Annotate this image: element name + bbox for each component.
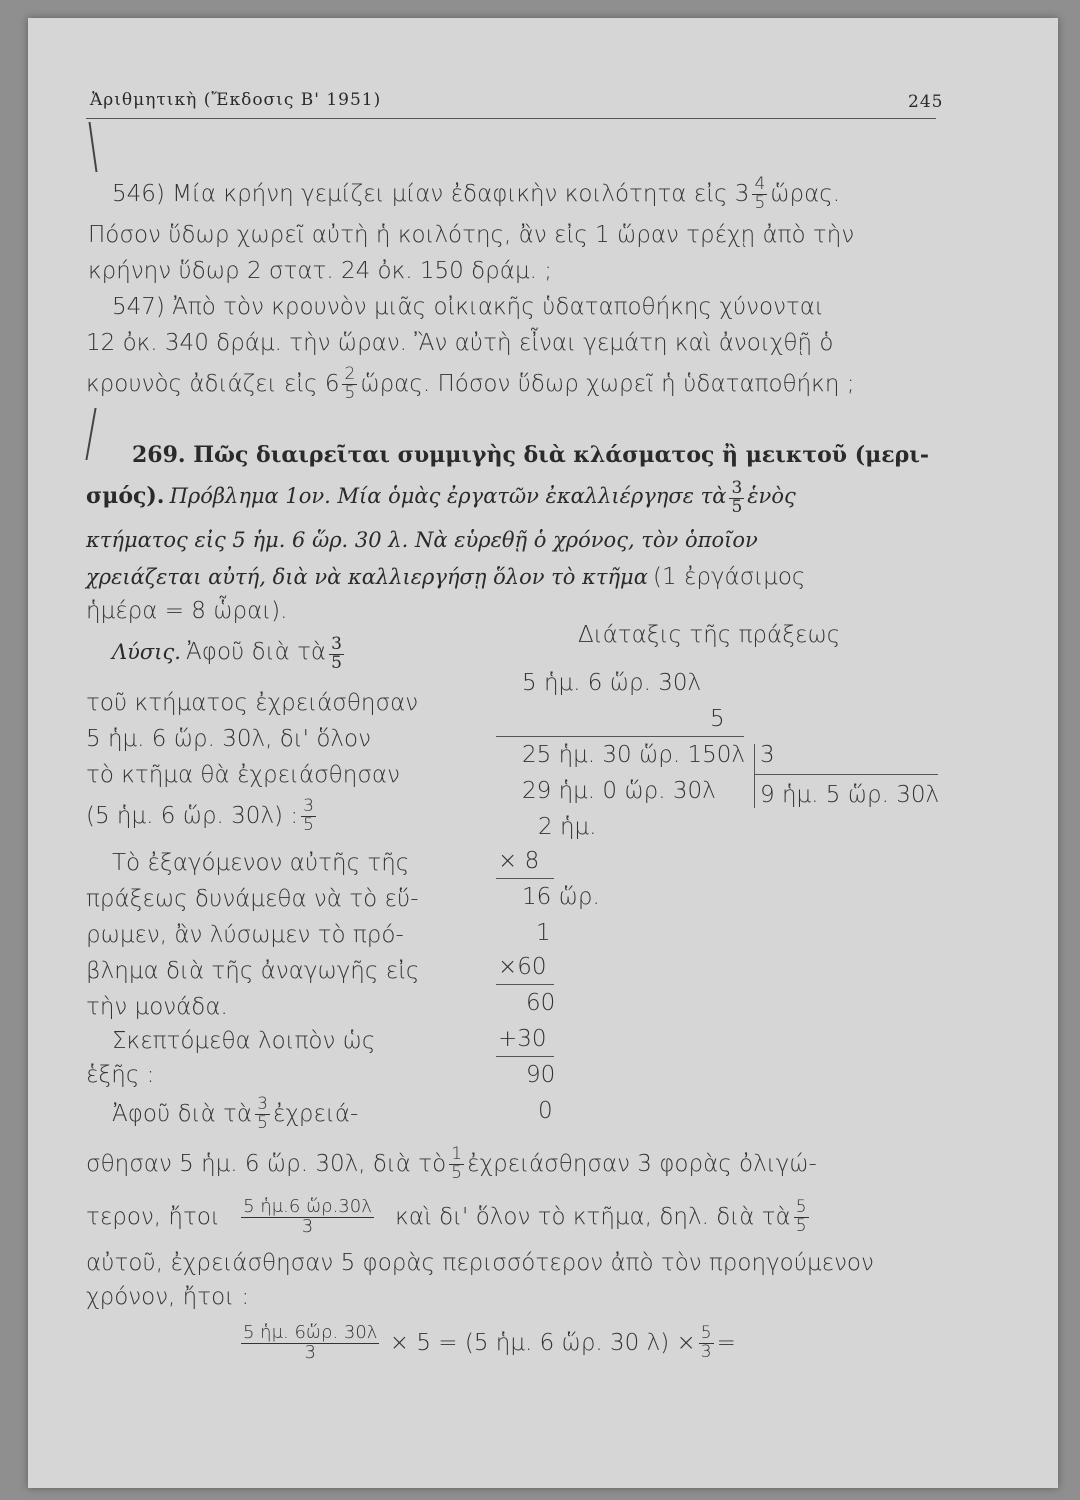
- conclusion-line: αὐτοῦ, ἐχρειάσθησαν 5 φορὰς περισσότερον ἀπὸ τὸν προηγούμενον: [86, 1250, 874, 1276]
- solution-line: (5 ἡμ. 6 ὥρ. 30λ) : $\frac{3}{5}$: [86, 796, 314, 835]
- problem-547-line: 547) Ἀπὸ τὸν κρουνὸν μιᾶς οἰκιακῆς ὑδαταποθήκης χύνονται: [112, 294, 824, 320]
- final-equation: $\frac{\text{5 ἡμ. 6ὥρ. 30λ}}{3}$ × 5 = (5 ἡμ. 6 ὥρ. 30 λ) × $\frac{5}{3}$ =: [243, 1322, 736, 1363]
- section-text-line: χρειάζεται αὐτή, διὰ νὰ καλλιεργήσῃ ὅλον τὸ κτῆμα (1 ἐργάσιμος: [86, 564, 806, 590]
- solution-line: πράξεως δυνάμεθα νὰ τὸ εὕ-: [86, 886, 419, 912]
- division-rule: [754, 774, 938, 775]
- calc-row: × 8: [498, 848, 540, 874]
- page-number: 245: [908, 92, 944, 112]
- problem-546-line: Πόσον ὕδωρ χωρεῖ αὐτὴ ἡ κοιλότης, ἂν εἰς 1 ὥραν τρέχῃ ἀπὸ τὴν: [88, 222, 855, 248]
- problem-547-line: 12 ὀκ. 340 δράμ. τὴν ὥραν. Ἂν αὐτὴ εἶναι γεμάτη καὶ ἀνοιχθῇ ὁ: [86, 330, 834, 356]
- solution-line: Λύσις. Ἀφοῦ διὰ τὰ $\frac{3}{5}$: [112, 634, 342, 673]
- problem-546-line: κρήνην ὕδωρ 2 στατ. 24 ὀκ. 150 δράμ. ;: [88, 258, 552, 284]
- calc-row: 25 ἡμ. 30 ὥρ. 150λ: [522, 742, 745, 768]
- section-text-line: σμός). Πρόβλημα 1ον. Μία ὁμὰς ἐργατῶν ἐκαλλιέργησε τὰ $\frac{3}{5}$ ἑνὸς: [86, 478, 796, 517]
- book-page: [28, 18, 1058, 1488]
- calc-row: 5: [710, 706, 725, 732]
- calc-rule: [496, 736, 744, 737]
- calc-rule: [496, 878, 554, 879]
- problem-546-line: 546) Μία κρήνη γεμίζει μίαν ἐδαφικὴν κοιλότητα εἰς 3 $\frac{4}{5}$ ὥρας.: [112, 174, 841, 213]
- conclusion-line: χρόνον, ἤτοι :: [86, 1284, 250, 1310]
- calc-row: 1: [536, 920, 551, 946]
- calc-row: 29 ἡμ. 0 ὥρ. 30λ: [522, 778, 716, 804]
- pencil-check-mark: [85, 408, 96, 460]
- calc-row: 90: [526, 1062, 556, 1088]
- solution-line: τὸ κτῆμα θὰ ἐχρειάσθησαν: [86, 762, 400, 788]
- solution-line: Ἀφοῦ διὰ τὰ $\frac{3}{5}$ ἐχρειά-: [112, 1094, 359, 1133]
- running-header-title: Ἀριθμητικὴ (Ἔκδοσις Β' 1951): [90, 90, 382, 110]
- calc-row: 16 ὥρ.: [522, 884, 600, 910]
- section-text-line: κτήματος εἰς 5 ἡμ. 6 ὥρ. 30 λ. Νὰ εὑρεθῇ ὁ χρόνος, τὸν ὁποῖον: [86, 528, 758, 552]
- solution-line: Σκεπτόμεθα λοιπὸν ὡς: [112, 1028, 376, 1054]
- header-rule: [86, 118, 936, 119]
- division-bar: [754, 744, 755, 808]
- solution-line: ἑξῆς :: [86, 1062, 155, 1088]
- solution-line: τοῦ κτήματος ἐχρειάσθησαν: [86, 690, 419, 716]
- conclusion-line: τερον, ἤτοι $\frac{\text{5 ἡμ.6 ὥρ.30λ}}{3}$ καὶ δι' ὅλον τὸ κτῆμα, δηλ. διὰ τὰ $\frac{5}{5}$: [86, 1196, 807, 1237]
- pencil-check-mark: [88, 122, 97, 172]
- calc-quotient: 9 ἡμ. 5 ὥρ. 30λ: [760, 782, 940, 808]
- solution-line: βλημα διὰ τῆς ἀναγωγῆς εἰς: [86, 958, 420, 984]
- conclusion-line: σθησαν 5 ἡμ. 6 ὥρ. 30λ, διὰ τὸ $\frac{1}{5}$ ἐχρειάσθησαν 3 φορὰς ὀλιγώ-: [86, 1144, 817, 1183]
- calc-row: 2 ἡμ.: [538, 814, 597, 840]
- calc-row: +30: [498, 1026, 547, 1052]
- calc-divisor: 3: [760, 742, 775, 768]
- calc-row: 5 ἡμ. 6 ὥρ. 30λ: [522, 670, 702, 696]
- section-heading: 269. Πῶς διαιρεῖται συμμιγὴς διὰ κλάσματος ἢ μεικτοῦ (μερι-: [132, 442, 930, 468]
- calc-rule: [496, 1056, 554, 1057]
- section-text-line: ἡμέρα = 8 ὧραι).: [86, 598, 288, 624]
- solution-line: ρωμεν, ἂν λύσωμεν τὸ πρό-: [86, 922, 404, 948]
- calc-row: 0: [538, 1098, 553, 1124]
- calc-title: Διάταξις τῆς πράξεως: [578, 622, 841, 648]
- calc-rule: [496, 984, 554, 985]
- problem-547-line: κρουνὸς ἀδιάζει εἰς 6 $\frac{2}{5}$ ὥρας. Πόσον ὕδωρ χωρεῖ ἡ ὑδαταποθήκη ;: [86, 364, 855, 403]
- solution-line: τὴν μονάδα.: [86, 994, 228, 1020]
- calc-row: ×60: [498, 954, 547, 980]
- calc-row: 60: [526, 990, 556, 1016]
- solution-line: 5 ἡμ. 6 ὥρ. 30λ, δι' ὅλον: [86, 726, 371, 752]
- solution-line: Τὸ ἐξαγόμενον αὐτῆς τῆς: [112, 850, 410, 876]
